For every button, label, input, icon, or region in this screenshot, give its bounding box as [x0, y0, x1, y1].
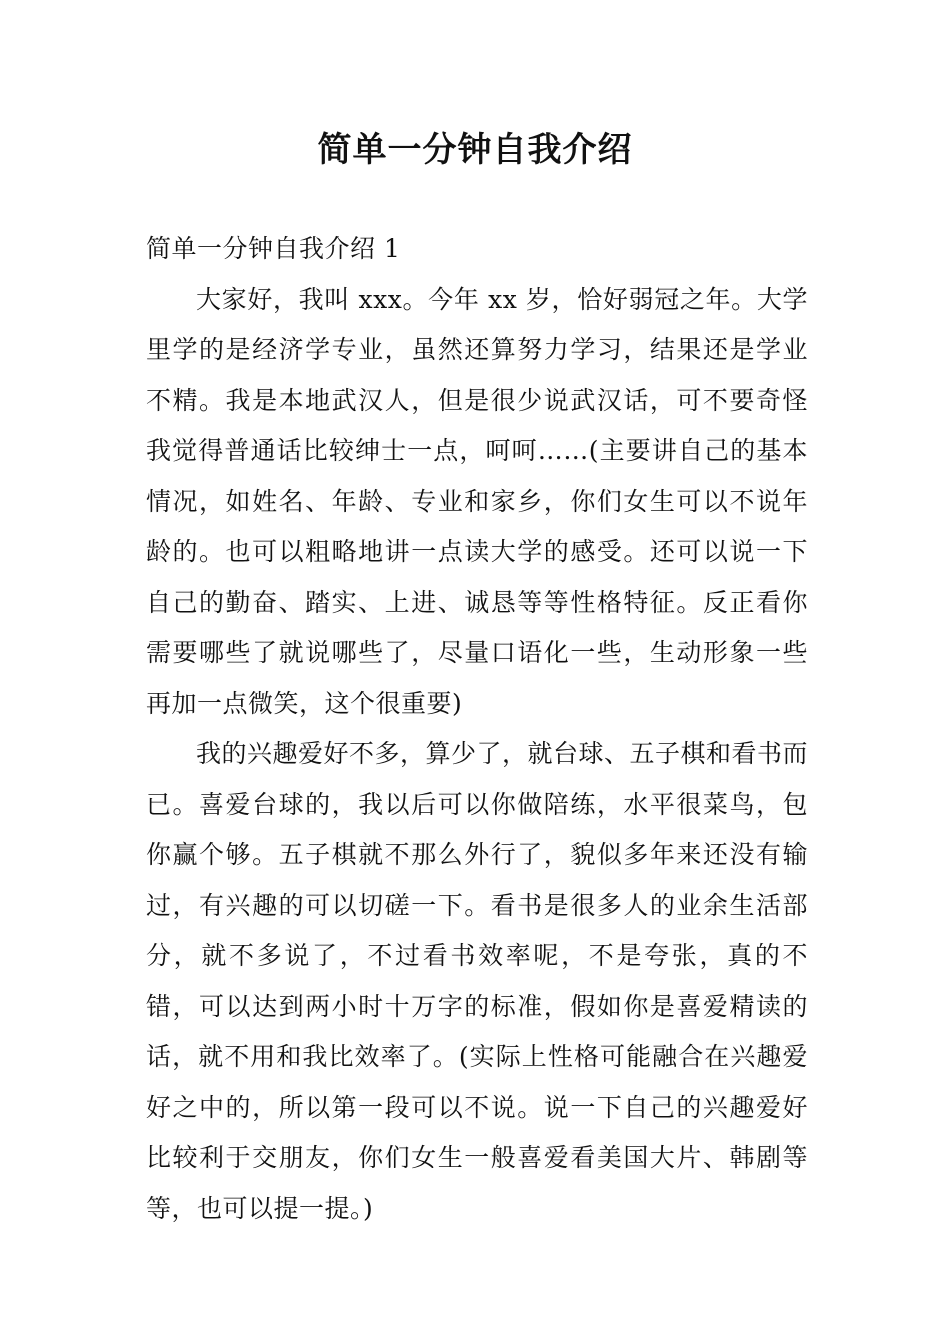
section-heading: 简单一分钟自我介绍 1 — [146, 234, 401, 263]
document-body — [146, 224, 808, 1234]
paragraph-hobbies: 我的兴趣爱好不多，算少了，就台球、五子棋和看书而已。喜爱台球的，我以后可以你做陪练，水平很菜鸟，包你赢个够。五子棋就不那么外行了，貌似多年来还没有输过，有兴趣的可以切磋一下。看书是很多人的业余生活部分，就不多说了，不过看书效率呢，不是夸张，真的不错，可以达到两小时十万字的标准，假如你是喜爱精读的话，就不用和我比效率了。(实际上性格可能融合在兴趣爱好之中的，所以第一段可以不说。说一下自己的兴趣爱好比较利于交朋友，你们女生一般喜爱看美国大片、韩剧等等，也可以提一提。) — [146, 739, 809, 1223]
page-title: 简单一分钟自我介绍 — [317, 130, 633, 170]
paragraph-intro: 大家好，我叫 xxx。今年 xx 岁，恰好弱冠之年。大学里学的是经济学专业，虽然还算努力学习，结果还是学业不精。我是本地武汉人，但是很少说武汉话，可不要奇怪我觉得普通话比较绅士一点，呵呵……(主要讲自己的基本情况，如姓名、年龄、专业和家乡，你们女生可以不说年龄的。也可以粗略地讲一点读大学的感受。还可以说一下自己的勤奋、踏实、上进、诚恳等等性格特征。反正看你需要哪些了就说哪些了，尽量口语化一些，生动形象一些再加一点微笑，这个很重要) — [146, 284, 808, 718]
